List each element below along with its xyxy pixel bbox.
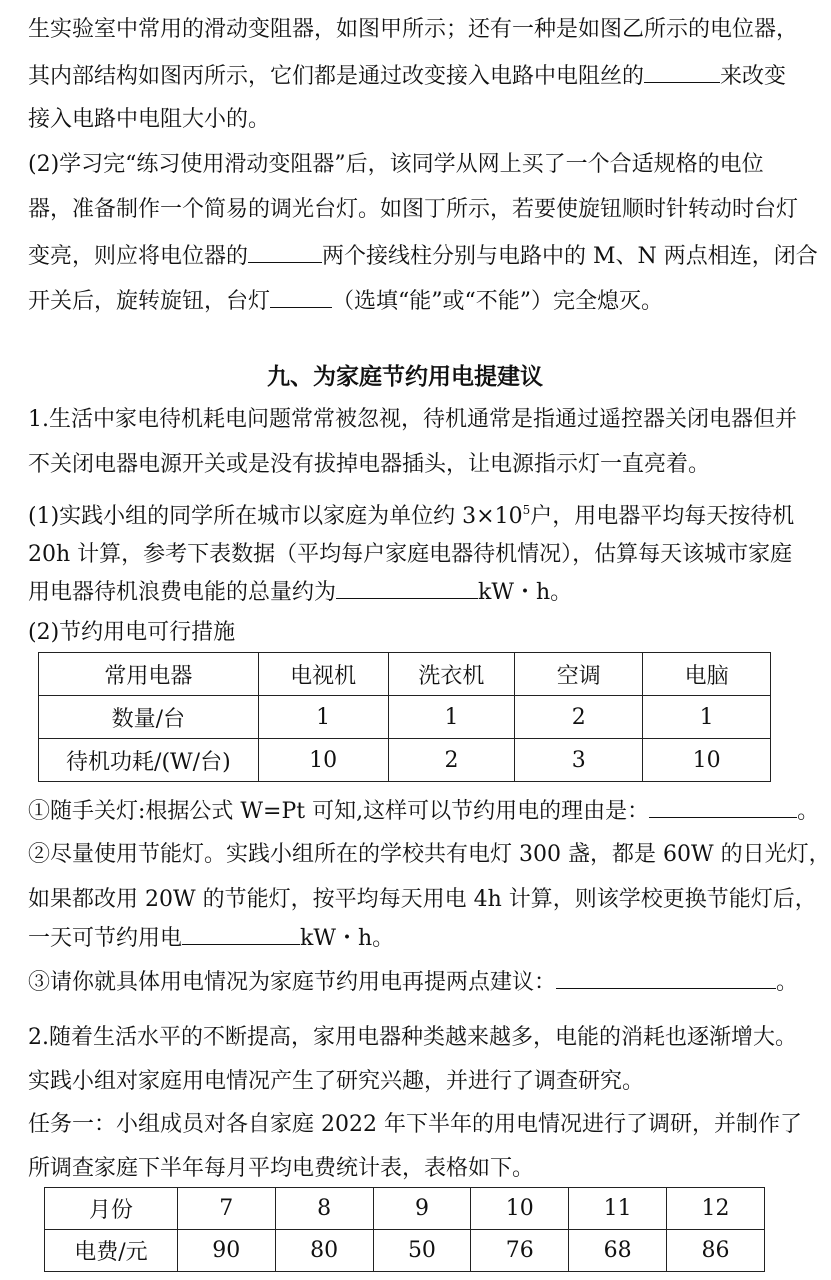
section-title: 九、为家庭节约用电提建议 [267,363,543,390]
question-2-line-2: 器，准备制作一个简易的调光台灯。如图丁所示，若要使旋钮顺时针转动时台灯 [28,197,799,222]
table-cell: 80 [275,1230,373,1272]
p2-line-2: 实践小组对家庭用电情况产生了研究兴趣，并进行了调查研究。 [28,1069,645,1094]
measure-3: ③请你就具体用电情况为家庭节约用电再提两点建议： 。 [28,966,798,998]
answer-blank-suggestions[interactable] [556,966,776,989]
table-cell: 3 [515,739,643,782]
p1-line-4: 20h 计算，参考下表数据（平均每户家庭电器待机情况），估算每天该城市家庭 [28,542,793,567]
table-row [39,739,771,782]
table-header-cell: 7 [177,1188,275,1230]
table-header-row [39,653,771,696]
p2-line-4: 所调查家庭下半年每月平均电费统计表，表格如下。 [28,1156,535,1181]
answer-blank-standby-energy[interactable] [336,576,478,599]
p1-line-5: 用电器待机浪费电能的总量约为 kW・h。 [28,576,572,608]
table-cell: 1 [258,696,388,739]
answer-blank-resistance-wire[interactable] [644,60,720,83]
table-cell: 数量/台 [39,696,259,739]
table-cell: 10 [643,739,771,782]
monthly-bill-table [44,1187,765,1272]
table-header-cell: 8 [275,1188,373,1230]
table-cell: 1 [643,696,771,739]
intro-line-1: 生实验室中常用的滑动变阻器，如图甲所示；还有一种是如图乙所示的电位器， [28,17,799,42]
table-header-cell: 11 [569,1188,667,1230]
intro-line-2: 其内部结构如图丙所示，它们都是通过改变接入电路中电阻丝的 来改变 [28,60,786,92]
question-2-line-1: (2)学习完“练习使用滑动变阻器”后，该同学从网上买了一个合适规格的电位 [28,152,764,177]
measure-1: ①随手关灯:根据公式 W=Pt 可知,这样可以节约用电的理由是： 。 [28,795,819,827]
table-cell: 2 [515,696,643,739]
table-cell: 90 [177,1230,275,1272]
table-row [39,696,771,739]
table-header-cell: 电视机 [258,653,388,696]
table-header-cell: 9 [373,1188,471,1230]
table-cell: 86 [667,1230,765,1272]
p2-line-3: 任务一：小组成员对各自家庭 2022 年下半年的用电情况进行了调研，并制作了 [28,1112,802,1137]
table-header-cell: 10 [471,1188,569,1230]
table-cell: 2 [388,739,515,782]
table-cell: 68 [569,1230,667,1272]
answer-blank-lamp-off[interactable] [270,285,332,308]
table-cell: 1 [388,696,515,739]
question-2-line-3: 变亮，则应将电位器的 两个接线柱分别与电路中的 M、N 两点相连，闭合 [28,240,818,272]
table-header-cell: 空调 [515,653,643,696]
p1-line-6: (2)节约用电可行措施 [28,620,236,645]
answer-blank-reason[interactable] [649,795,797,818]
answer-blank-saved-energy[interactable] [182,922,300,945]
table-cell: 10 [258,739,388,782]
p1-line-2: 不关闭电器电源开关或是没有拔掉电器插头，让电源指示灯一直亮着。 [28,452,711,477]
table-cell: 50 [373,1230,471,1272]
table-cell: 76 [471,1230,569,1272]
p1-line-3: (1)实践小组的同学所在城市以家庭为单位约 $3\times 10^5$户，用电器平均每天按待机 [28,503,795,529]
table-cell: 待机功耗/(W/台) [39,739,259,782]
table-header-row [45,1188,765,1230]
question-2-line-4: 开关后，旋转旋钮，台灯 （选填“能”或“不能”）完全熄灭。 [28,285,663,317]
p1-line-1: 1.生活中家电待机耗电问题常常被忽视，待机通常是指通过遥控器关闭电器但并 [28,407,797,432]
table-header-cell: 电脑 [643,653,771,696]
table-header-cell: 洗衣机 [388,653,515,696]
answer-blank-terminals[interactable] [248,240,322,263]
table-cell: 电费/元 [45,1230,178,1272]
table-header-cell: 常用电器 [39,653,259,696]
measure-2-line-2: 如果都改用 20W 的节能灯，按平均每天用电 4h 计算，则该学校更换节能灯后， [28,887,817,912]
measure-2-line-3: 一天可节约用电 kW・h。 [28,922,394,954]
table-header-cell: 12 [667,1188,765,1230]
intro-line-3: 接入电路中电阻大小的。 [28,107,271,132]
table-header-cell: 月份 [45,1188,178,1230]
table-row [45,1230,765,1272]
standby-power-table [38,652,771,782]
measure-2-line-1: ②尽量使用节能灯。实践小组所在的学校共有电灯 300 盏，都是 60W 的日光灯， [28,842,831,867]
p2-line-1: 2.随着生活水平的不断提高，家用电器种类越来越多，电能的消耗也逐渐增大。 [28,1025,797,1050]
